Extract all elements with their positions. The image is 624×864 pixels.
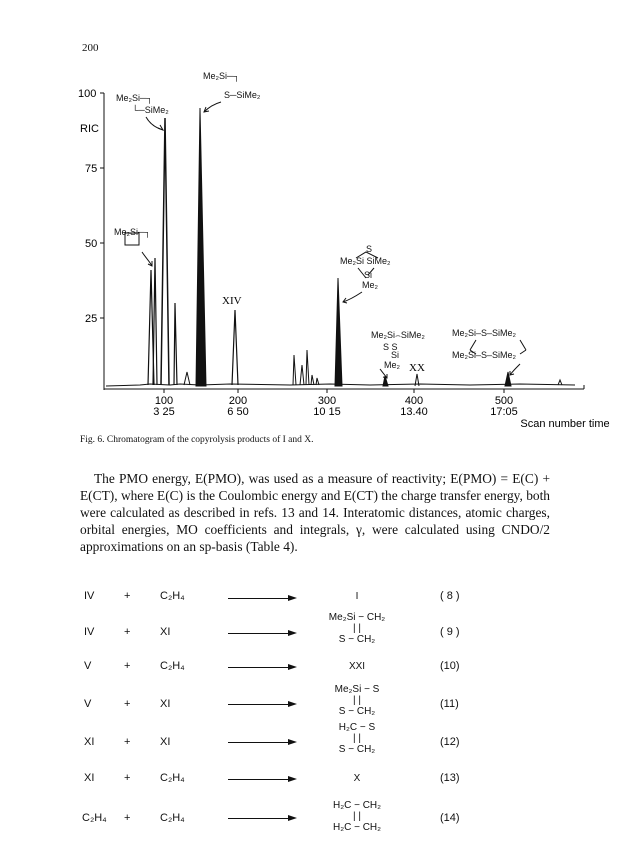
plus-sign: + [124,590,131,602]
product-line: | | [353,811,361,822]
reactant-a: C₂H₄ [82,812,107,824]
x-tick-time-300: 10 15 [313,406,341,418]
reactant-b: C₂H₄ [160,772,185,784]
equation-number: ( 9 ) [440,626,460,638]
reaction-arrowhead [288,664,297,670]
product-line: | | [353,733,361,744]
peak-thiadisilole [196,108,206,386]
reaction-arrow [228,598,290,599]
structure-5-line-1: Me₂Si⌢SiMe₂ [371,330,425,340]
reactant-b: C₂H₄ [160,660,185,672]
product-line: H₂C − S [338,722,376,733]
product [322,591,392,602]
y-tick-label-25: 25 [85,313,98,325]
product [318,722,396,755]
peak-trithiane [335,278,342,386]
equation-number: (14) [440,812,460,824]
product-line: | | [353,623,361,634]
product [322,773,392,784]
arrowhead-structure-1 [158,125,163,130]
structure-3-line-1: Me₂Si─┐ [114,227,151,237]
x-tick-label-200: 200 [228,395,248,407]
structure-5-line-3: Si [391,350,400,360]
reactant-a: V [84,660,92,672]
peak-minor-3 [293,355,296,385]
reaction-arrowhead [288,595,297,601]
structure-4-line-2: Me₂Si SiMe₂ [340,256,391,266]
product-line: S − CH₂ [338,744,376,755]
equation-number: (10) [440,660,460,672]
arrow-structure-1 [146,117,163,130]
structure-6-line-1: Me₂Si–S–SiMe₂ [452,328,517,338]
peak-minor-2 [184,372,190,385]
product [314,800,400,833]
structure-1-line-2: └─SiMe₂ [132,105,169,115]
structure-4-line-3: Si [364,270,373,280]
peak-disilacyclobutene [161,118,169,385]
reactant-a: V [84,698,92,710]
plus-sign: + [124,626,131,638]
reaction-arrowhead [288,776,297,782]
product-line: Me₂Si − S [334,684,380,695]
product-line: H₂C − CH₂ [332,800,382,811]
reaction-arrow [228,704,290,705]
reactant-b: XI [160,698,171,710]
plus-sign: + [124,736,131,748]
page-number: 200 [82,42,99,54]
reaction-arrowhead [288,630,297,636]
structure-1-line-1: Me₂Si─┐ [116,93,153,103]
x-tick-label-100: 100 [154,395,174,407]
arrow-structure-2 [204,102,221,112]
x-tick-label-300: 300 [317,395,337,407]
y-tick-label-50: 50 [85,238,98,250]
product-line: X [353,773,361,784]
peak-label-xiv: XIV [222,295,242,307]
reactant-b: C₂H₄ [160,590,185,602]
reaction-arrow [228,742,290,743]
product-line: S − CH₂ [338,706,376,717]
product-line: | | [353,695,361,706]
product [318,612,396,645]
y-tick-label-100: 100 [78,88,97,100]
x-tick-time-400: 13.40 [400,406,428,418]
structure-4-line-1: S [366,244,373,254]
structure-2-line-1: Me₂Si─┐ [203,71,240,81]
peak-xiv [232,310,238,385]
product [322,661,392,672]
reaction-arrowhead [288,739,297,745]
product-line: Me₂Si − CH₂ [328,612,386,623]
product-line: XXI [348,661,366,672]
x-tick-time-500: 17:05 [490,406,518,418]
plus-sign: + [124,660,131,672]
reactant-a: IV [84,590,95,602]
peak-minor-5 [306,350,309,385]
equation-number: (12) [440,736,460,748]
reactant-b: C₂H₄ [160,812,185,824]
structure-2-line-2: S─SiMe₂ [224,90,261,100]
plus-sign: + [124,772,131,784]
product-line: S − CH₂ [338,634,376,645]
structure-5-line-4: Me₂ [384,360,400,370]
reaction-arrow [228,779,290,780]
x-axis-label: Scan number time [520,418,610,430]
reaction-arrowhead [288,701,297,707]
equation-number: (11) [440,698,459,710]
x-tick-label-500: 500 [494,395,514,407]
plus-sign: + [124,812,131,824]
structure-6-line-2: Me₂Si–S–SiMe₂ [452,350,517,360]
reactant-a: IV [84,626,95,638]
body-paragraph: The PMO energy, E(PMO), was used as a measure of reactivity; E(PMO) = E(C) + E(CT), where E(C) is the Coulombic energy and E(CT) the charge transfer energy, both were calculated as described in refs. 13 and 14. Interatomic distances, atomic charges, orbital energies, MO coefficients and integrals, γ, were calculated using CNDO/2 approximations on an sp-basis (Table 4). [80,471,550,554]
equation-number: (13) [440,772,460,784]
peak-minor-6 [311,375,314,385]
arrow-structure-6 [510,364,520,375]
y-tick-label-75: 75 [85,163,98,175]
structure-4-line-4: Me₂ [362,280,378,290]
reactant-a: XI [84,736,95,748]
structure-5-line-2: S S [383,342,398,352]
equation-number: ( 8 ) [440,590,460,602]
x-tick-time-200: 6 50 [227,406,249,418]
x-tick-time-100: 3 25 [153,406,175,418]
reaction-arrowhead [288,815,297,821]
y-axis-label: RIC [80,123,99,135]
plus-sign: + [124,698,131,710]
reactant-b: XI [160,736,171,748]
arrow-structure-4 [343,292,362,302]
reaction-arrow [228,667,290,668]
product-line: H₂C − CH₂ [332,822,382,833]
reactant-b: XI [160,626,171,638]
peak-label-xx: XX [409,362,425,374]
product-line: I [355,591,359,602]
arrow-structure-3 [142,252,152,266]
peak-cyclo-trisilane-b [153,258,157,385]
peak-minor-1 [174,303,177,385]
x-tick-label-400: 400 [404,395,424,407]
reaction-arrow [228,633,290,634]
product [318,684,396,717]
reactant-a: XI [84,772,95,784]
figure-caption: Fig. 6. Chromatogram of the copyrolysis products of I and X. [80,435,314,445]
reaction-arrow [228,818,290,819]
peak-minor-4 [300,365,304,385]
